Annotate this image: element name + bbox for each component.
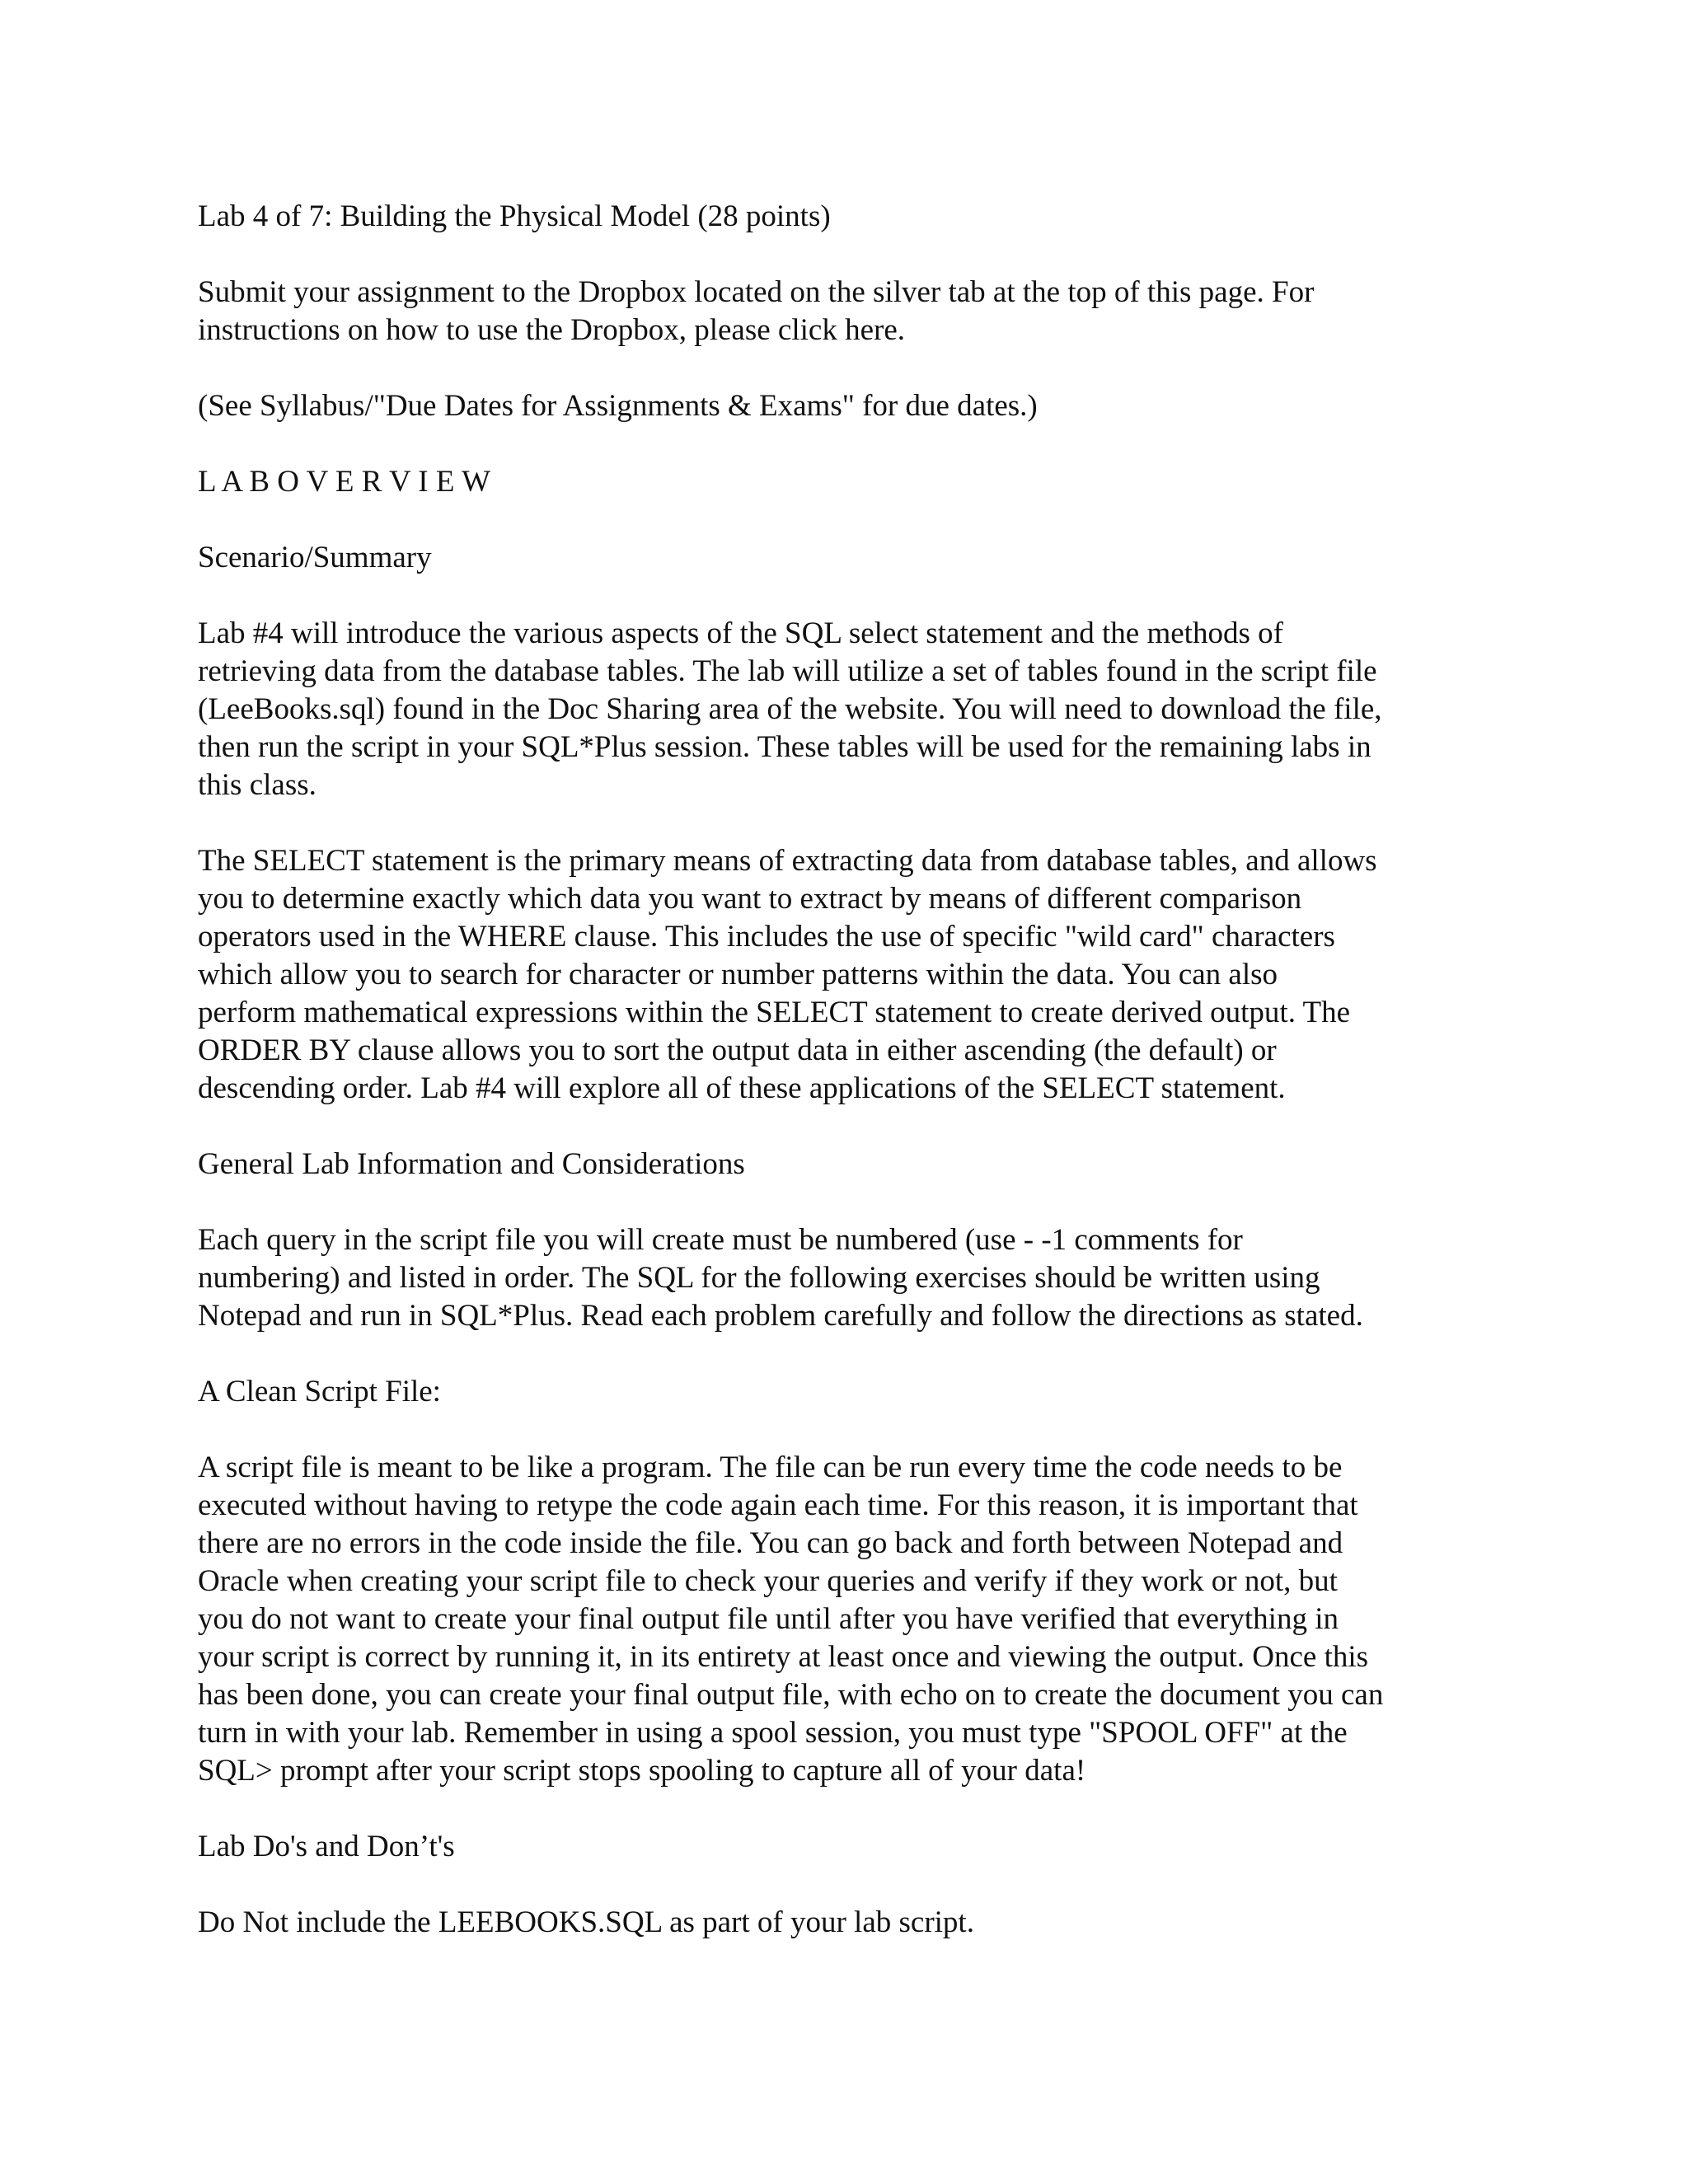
scenario-line: retrieving data from the database tables. The lab will utilize a set of tables found in the script file [198, 654, 1377, 688]
general-heading [198, 1146, 1500, 1183]
dos-heading [198, 1828, 1500, 1866]
clean-heading [198, 1373, 1500, 1411]
clean-line: SQL> prompt after your script stops spooling to capture all of your data! [198, 1754, 1086, 1788]
document-body [198, 198, 1500, 1980]
overview-heading [198, 463, 1500, 501]
clean-line: has been done, you can create your final output file, with echo on to create the document you can [198, 1678, 1384, 1712]
select-line: operators used in the WHERE clause. This includes the use of specific "wild card" characters [198, 920, 1335, 954]
submit-line: Submit your assignment to the Dropbox located on the silver tab at the top of this page. For [198, 275, 1315, 309]
dos-heading-text: Lab Do's and Don’t's [198, 1830, 455, 1863]
clean-paragraph [198, 1449, 1500, 1790]
general-paragraph [198, 1221, 1500, 1335]
select-line: descending order. Lab #4 will explore all of these applications of the SELECT statement. [198, 1071, 1286, 1105]
scenario-line: Lab #4 will introduce the various aspects of the SQL select statement and the methods of [198, 616, 1283, 650]
scenario-line: (LeeBooks.sql) found in the Doc Sharing area of the website. You will need to download the file, [198, 692, 1382, 726]
syllabus-note [198, 387, 1500, 425]
clean-line: your script is correct by running it, in its entirety at least once and viewing the output. Once this [198, 1640, 1369, 1674]
select-line: which allow you to search for character or number patterns within the data. You can also [198, 958, 1278, 991]
general-line: Each query in the script file you will create must be numbered (use - -1 comments for [198, 1223, 1243, 1257]
general-heading-text: General Lab Information and Considerations [198, 1147, 745, 1181]
submit-paragraph [198, 274, 1500, 349]
dos-paragraph [198, 1904, 1500, 1942]
scenario-heading [198, 539, 1500, 577]
dos-text: Do Not include the LEEBOOKS.SQL as part of your lab script. [198, 1905, 974, 1939]
clean-line: turn in with your lab. Remember in using a spool session, you must type "SPOOL OFF" at the [198, 1716, 1348, 1750]
scenario-paragraph [198, 615, 1500, 804]
select-line: The SELECT statement is the primary means of extracting data from database tables, and allows [198, 844, 1377, 878]
select-line: ORDER BY clause allows you to sort the output data in either ascending (the default) or [198, 1033, 1277, 1067]
scenario-line: then run the script in your SQL*Plus session. These tables will be used for the remaining labs in [198, 730, 1372, 764]
clean-line: there are no errors in the code inside the file. You can go back and forth between Notepad and [198, 1526, 1343, 1560]
scenario-line: this class. [198, 768, 316, 802]
general-line: numbering) and listed in order. The SQL for the following exercises should be written using [198, 1261, 1320, 1295]
scenario-heading-text: Scenario/Summary [198, 541, 432, 574]
lab-title [198, 198, 1500, 236]
clean-line: executed without having to retype the code again each time. For this reason, it is important that [198, 1488, 1358, 1522]
general-line: Notepad and run in SQL*Plus. Read each problem carefully and follow the directions as stated. [198, 1299, 1363, 1333]
select-line: perform mathematical expressions within the SELECT statement to create derived output. The [198, 996, 1351, 1029]
syllabus-note-text: (See Syllabus/"Due Dates for Assignments & Exams" for due dates.) [198, 389, 1038, 423]
lab-title-text: Lab 4 of 7: Building the Physical Model (28 points) [198, 199, 831, 233]
clean-line: A script file is meant to be like a program. The file can be run every time the code needs to be [198, 1451, 1343, 1484]
select-line: you to determine exactly which data you want to extract by means of different comparison [198, 882, 1302, 916]
overview-heading-text: L A B O V E R V I E W [198, 465, 490, 499]
clean-line: you do not want to create your final output file until after you have verified that everything in [198, 1602, 1339, 1636]
submit-line: instructions on how to use the Dropbox, please click here. [198, 313, 905, 347]
clean-heading-text: A Clean Script File: [198, 1375, 441, 1408]
select-paragraph [198, 842, 1500, 1108]
clean-line: Oracle when creating your script file to check your queries and verify if they work or not, but [198, 1564, 1338, 1598]
